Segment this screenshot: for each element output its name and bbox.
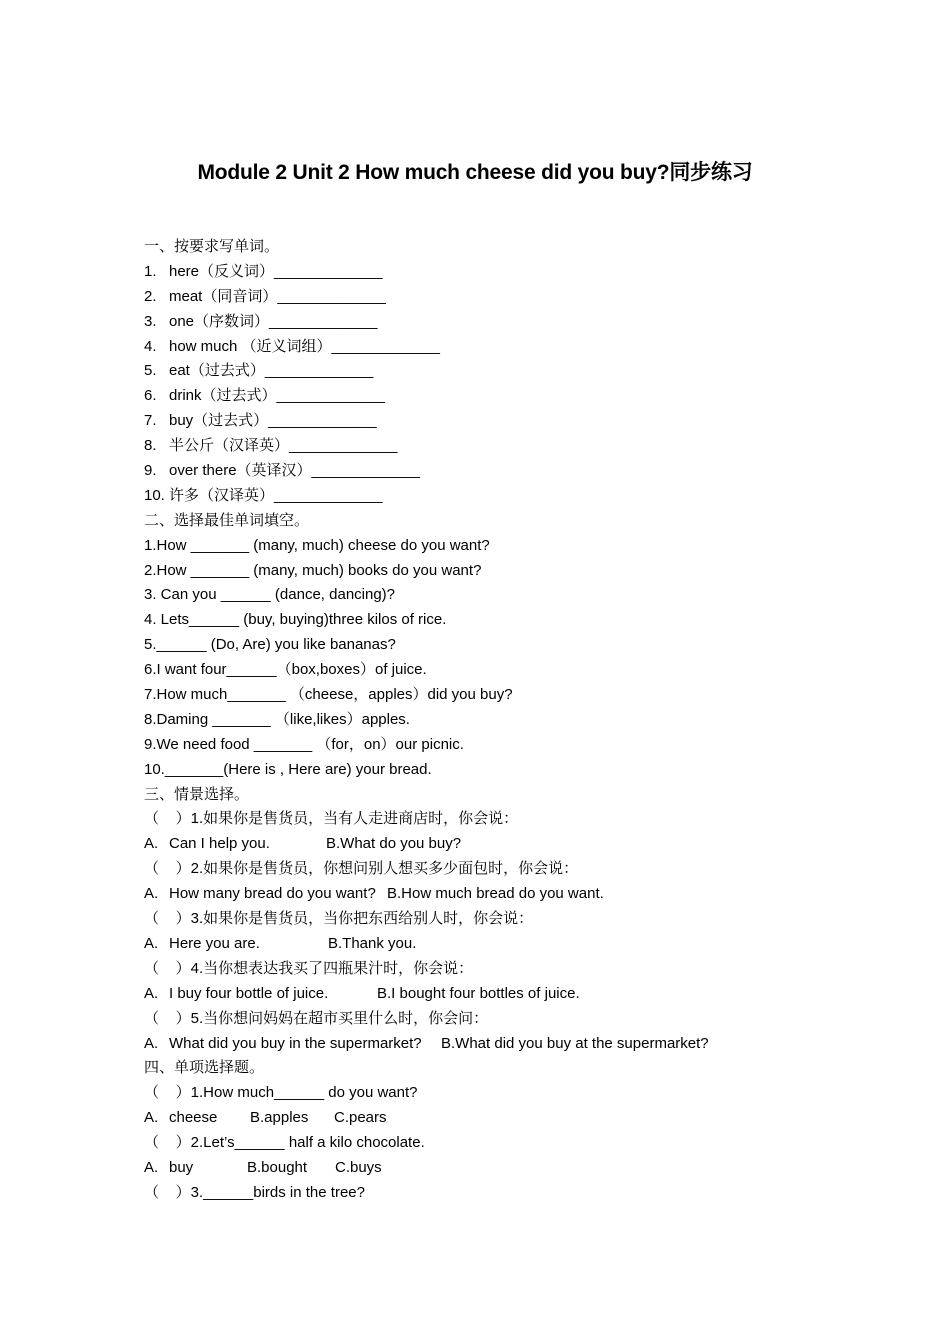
fill-blank-item: 7.How much_______ （cheese，apples）did you buy? (144, 686, 513, 704)
fill-blank-item: 10._______(Here is , Here are) your bread. (144, 760, 432, 778)
list-item: 5. eat（过去式）_____________ (144, 362, 374, 380)
fill-blank-item: 9.We need food _______ （for，on）our picnic. (144, 735, 464, 753)
answer-options: A. I buy four bottle of juice. B.I bought four bottles of juice. (144, 984, 580, 1002)
situation-question: （ ）2.如果你是售货员，你想问别人想买多少面包时，你会说： (144, 860, 579, 878)
list-item: 6. drink（过去式）_____________ (144, 387, 385, 405)
fill-blank-item: 4. Lets______ (buy, buying)three kilos of rice. (144, 611, 447, 629)
list-item: 4. how much （近义词组）_____________ (144, 337, 440, 355)
fill-blank-item: 5.______ (Do, Are) you like bananas? (144, 636, 396, 654)
list-item: 8. 半公斤（汉译英）_____________ (144, 437, 398, 455)
fill-blank-item: 3. Can you ______ (dance, dancing)? (144, 586, 396, 604)
section-4-heading: 四、单项选择题。 (144, 1059, 265, 1077)
situation-question: （ ）5.当你想问妈妈在超市买里什么时，你会问： (144, 1009, 489, 1027)
situation-question: （ ）4.当你想表达我买了四瓶果汁时，你会说： (144, 959, 474, 977)
fill-blank-item: 1.How _______ (many, much) cheese do you want? (144, 536, 490, 554)
answer-options: A. How many bread do you want? B.How much bread do you want. (144, 885, 604, 903)
section-1-heading: 一、按要求写单词。 (144, 238, 280, 255)
list-item: 3. one（序数词）_____________ (144, 312, 378, 330)
fill-blank-item: 6.I want four______（box,boxes）of juice. (144, 661, 427, 679)
choice-question: （ ）2.Let’s______ half a kilo chocolate. (144, 1134, 425, 1152)
fill-blank-item: 8.Daming _______ （like,likes）apples. (144, 710, 410, 728)
answer-options: A. buy B.bought C.buys (144, 1158, 382, 1176)
situation-question: （ ）1.如果你是售货员，当有人走进商店时，你会说： (144, 810, 519, 828)
answer-options: A. Here you are. B.Thank you. (144, 934, 417, 952)
choice-question: （ ）1.How much______ do you want? (144, 1084, 418, 1102)
answer-options: A. cheese B.apples C.pears (144, 1109, 387, 1127)
answer-options: A. What did you buy in the supermarket? B.What did you buy at the supermarket? (144, 1034, 709, 1052)
list-item: 1. here（反义词）_____________ (144, 262, 383, 280)
section-3-heading: 三、情景选择。 (144, 785, 250, 803)
list-item: 10. 许多（汉译英）_____________ (144, 486, 383, 504)
section-2-heading: 二、选择最佳单词填空。 (144, 511, 310, 529)
choice-question: （ ）3.______birds in the tree? (144, 1183, 365, 1201)
answer-options: A. Can I help you. B.What do you buy? (144, 835, 462, 853)
page-title: Module 2 Unit 2 How much cheese did you buy?同步练习 (197, 161, 753, 184)
worksheet-body (144, 235, 844, 1206)
list-item: 9. over there（英译汉）_____________ (144, 462, 420, 480)
list-item: 7. buy（过去式）_____________ (144, 412, 377, 430)
list-item: 2. meat（同音词）_____________ (144, 287, 386, 305)
situation-question: （ ）3.如果你是售货员，当你把东西给别人时，你会说： (144, 910, 534, 928)
fill-blank-item: 2.How _______ (many, much) books do you want? (144, 561, 482, 579)
